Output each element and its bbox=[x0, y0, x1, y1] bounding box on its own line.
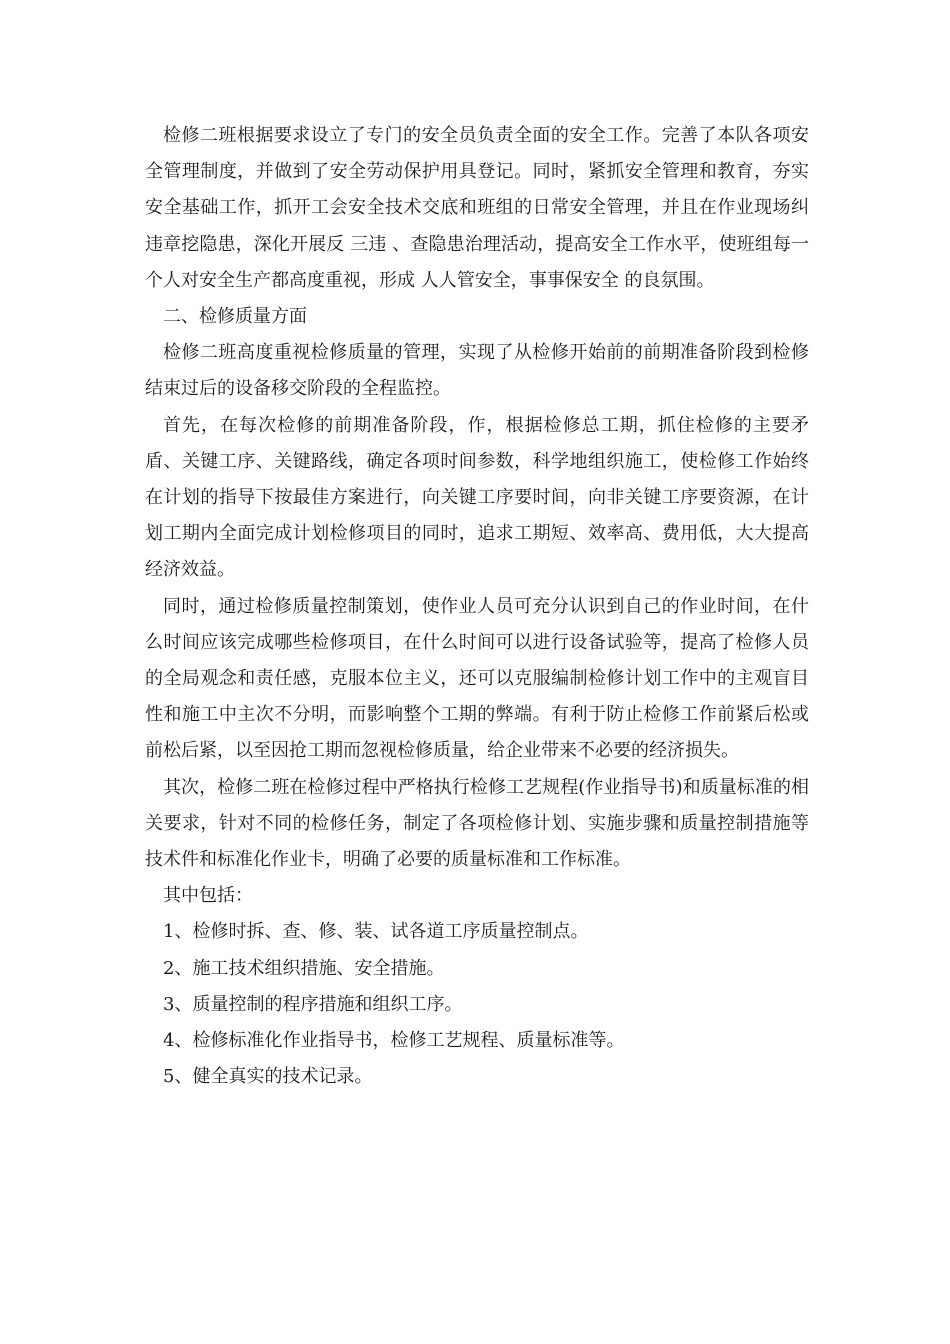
list-item-1: 1、检修时拆、查、修、装、试各道工序质量控制点。 bbox=[163, 921, 589, 943]
list-item-2: 2、施工技术组织措施、安全措施。 bbox=[163, 957, 445, 979]
paragraph-quality-planning: 同时，通过检修质量控制策划，使作业人员可充分认识到自己的作业时间，在什么时间应该完成哪些检修项目，在什么时间可以进行设备试验等，提高了检修人员的全局观念和责任感，克服本位主义，还可以克服编制检修计划工作中的主观盲目性和施工中主次不分明，而影响整个工期的弊端。有利于防止检修工作前紧后松或前松后紧，以至因抢工期而忽视检修质量，给企业带来不必要的经济损失。 bbox=[145, 595, 809, 762]
paragraph-includes: 其中包括： bbox=[163, 885, 253, 907]
list-item-5: 5、健全真实的技术记录。 bbox=[163, 1066, 373, 1088]
list-item-4: 4、检修标准化作业指导书，检修工艺规程、质量标准等。 bbox=[163, 1030, 625, 1052]
section-heading-quality: 二、检修质量方面 bbox=[163, 306, 307, 328]
paragraph-quality-overview: 检修二班高度重视检修质量的管理，实现了从检修开始前的前期准备阶段到检修结束过后的设备移交阶段的全程监控。 bbox=[145, 342, 809, 400]
paragraph-safety-work: 检修二班根据要求设立了专门的安全员负责全面的安全工作。完善了本队各项安全管理制度，并做到了安全劳动保护用具登记。同时，紧抓安全管理和教育，夯实安全基础工作，抓开工会安全技术交底和班组的日常安全管理，并且在作业现场纠违章挖隐患，深化开展反 三违 、查隐患治理活动，提高安全工作水平，使班组每一个人对安全生产都高度重视，形成 人人管安全，事事保安全 的良氛围。 bbox=[145, 125, 809, 291]
list-item-3: 3、质量控制的程序措施和组织工序。 bbox=[163, 993, 463, 1015]
paragraph-second-standards: 其次，检修二班在检修过程中严格执行检修工艺规程(作业指导书)和质量标准的相关要求，针对不同的检修任务，制定了各项检修计划、实施步骤和质量控制措施等技术件和标准化作业卡，明确了必要的质量标准和工作标准。 bbox=[145, 776, 809, 871]
paragraph-first-preparation: 首先，在每次检修的前期准备阶段，作，根据检修总工期，抓住检修的主要矛盾、关键工序、关键路线，确定各项时间参数，科学地组织施工，使检修工作始终在计划的指导下按最佳方案进行，向关键工序要时间，向非关键工序要资源，在计划工期内全面完成计划检修项目的同时，追求工期短、效率高、费用低，大大提高经济效益。 bbox=[145, 414, 809, 581]
document-body bbox=[145, 118, 809, 1095]
